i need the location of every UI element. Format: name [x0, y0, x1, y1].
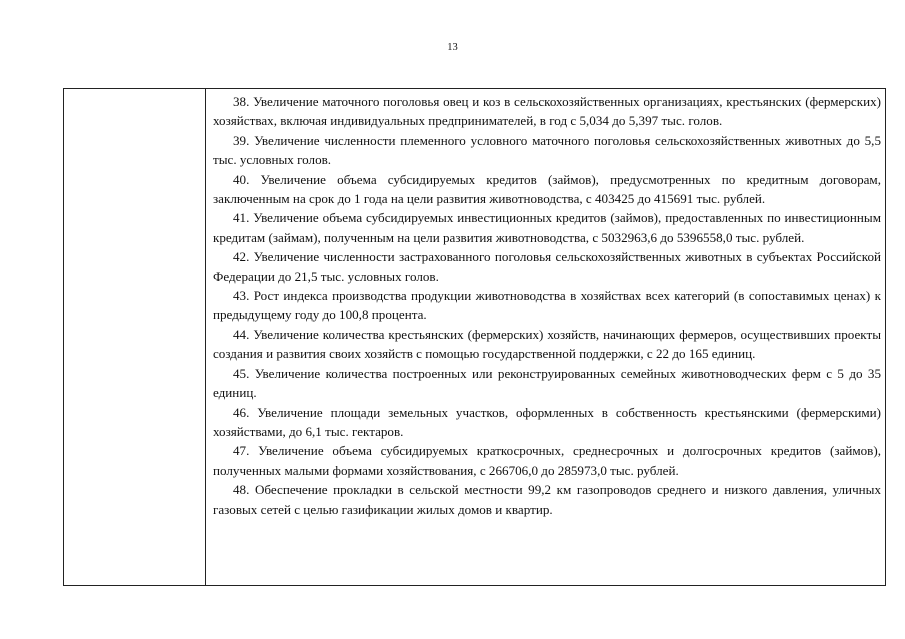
list-item-39: 39. Увеличение численности племенного условного маточного поголовья сельскохозяйственных животных до 5,5 тыс. условных голов.: [213, 132, 881, 168]
list-item-42: 42. Увеличение численности застрахованного поголовья сельскохозяйственных животных в субъектах Российской Федерации до 21,5 тыс. условных голов.: [213, 249, 881, 284]
document-table: [63, 88, 886, 586]
list-item-45: 45. Увеличение количества построенных или реконструированных семейных животноводческих ферм с 5 до 35 единиц.: [213, 365, 881, 401]
list-item-44: 44. Увеличение количества крестьянских (фермерских) хозяйств, начинающих фермеров, осуществивших проекты создания и развития своих хозяйств с помощью государственной поддержки, с 22 до 165 единиц.: [213, 326, 881, 362]
list-item-40: 40. Увеличение объема субсидируемых кредитов (займов), предусмотренных по кредитным договорам, заключенным на срок до 1 года на цели развития животноводства, с 403425 до 415691 тыс. рублей.: [213, 171, 881, 207]
list-item-46: 46. Увеличение площади земельных участков, оформленных в собственность крестьянскими (фермерскими) хозяйствами, до 6,1 тыс. гектаров.: [213, 404, 881, 439]
list-item-47: 47. Увеличение объема субсидируемых краткосрочных, среднесрочных и долгосрочных кредитов (займов), полученных малыми формами хозяйствования, с 266706,0 до 285973,0 тыс. рублей.: [213, 443, 881, 478]
list-item-48: 48. Обеспечение прокладки в сельской местности 99,2 км газопроводов среднего и низкого давления, уличных газовых сетей с целью газификации жилых домов и квартир.: [213, 482, 881, 517]
list-item-38: 38. Увеличение маточного поголовья овец и коз в сельскохозяйственных организациях, крестьянских (фермерских) хозяйствах, включая индивидуальных предпринимателей, в год с 5,034 до 5,397 тыс. голов.: [213, 94, 881, 129]
table-right-cell: [213, 92, 881, 519]
list-item-41: 41. Увеличение объема субсидируемых инвестиционных кредитов (займов), предоставленных по инвестиционным кредитам (займам), полученным на цели развития животноводства, с 5032963,6 до 5396558,0 тыс. рублей.: [213, 210, 881, 245]
list-item-43: 43. Рост индекса производства продукции животноводства в хозяйствах всех категорий (в сопоставимых ценах) к предыдущему году до 100,8 процента.: [213, 288, 881, 323]
table-left-cell: [64, 89, 206, 585]
page-number: 13: [447, 42, 458, 53]
